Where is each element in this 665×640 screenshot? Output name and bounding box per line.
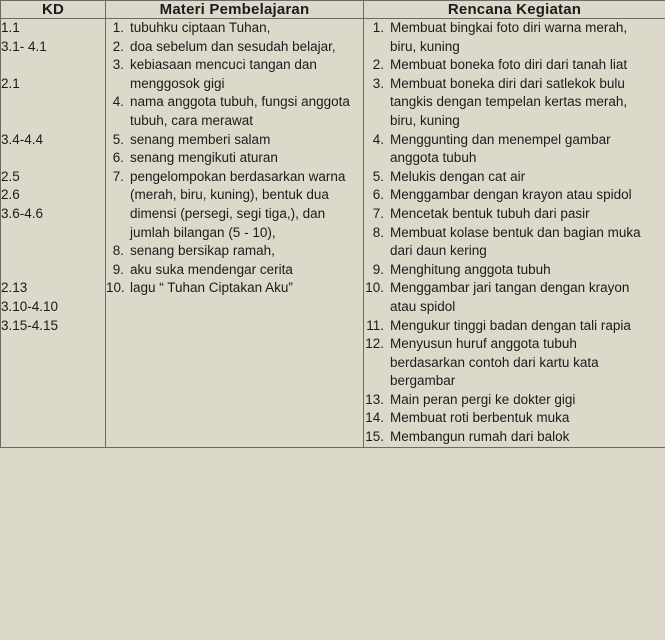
item-text: Menggambar dengan krayon atau spidol [390, 187, 632, 203]
list-item [1, 224, 105, 243]
list-item: 3.15-4.15 [1, 317, 59, 333]
item-text: Membuat roti berbentuk muka [390, 410, 570, 426]
item-text: Menghitung anggota tubuh [390, 261, 551, 277]
item-number: 1. [112, 20, 124, 35]
list-item [364, 168, 665, 187]
item-text: Melukis dengan cat air [390, 168, 526, 184]
item-text: Menggunting dan menempel gambar anggota tubuh [390, 131, 611, 166]
item-text: Menggambar jari tangan dengan krayon atau spidol [390, 280, 630, 314]
list-item: 3.10-4.10 [1, 298, 59, 314]
list-item [364, 131, 665, 168]
item-number: 13. [365, 391, 384, 407]
list-item [1, 242, 105, 261]
column-header-materi: Materi Pembelajaran [106, 1, 364, 19]
list-item: 2.5 [1, 168, 20, 184]
item-text: kebiasaan mencuci tangan dan menggosok gigi [130, 57, 317, 91]
list-item: 2.1 [1, 75, 20, 91]
item-number: 2. [112, 38, 124, 54]
list-item [1, 149, 105, 168]
list-item [106, 261, 363, 280]
item-text: senang bersikap ramah, [130, 243, 275, 259]
item-number: 10. [106, 280, 125, 296]
item-number: 6. [372, 187, 384, 203]
list-item [364, 391, 665, 410]
item-text: aku suka mendengar cerita [130, 261, 293, 277]
list-item: 1.1 [1, 20, 20, 35]
item-text: Membuat boneka diri dari satlekok bulu tangkis dengan tempelan kertas merah, biru, kuning [390, 75, 628, 128]
list-item [364, 279, 665, 316]
list-item [106, 38, 363, 57]
item-text: senang memberi salam [130, 131, 271, 147]
list-item [364, 428, 665, 447]
item-number: 3. [372, 75, 384, 91]
list-item [1, 93, 105, 112]
item-number: 2. [372, 57, 384, 73]
list-item [106, 131, 363, 150]
list-item [364, 56, 665, 75]
item-text: Main peran pergi ke dokter gigi [390, 391, 576, 407]
item-number: 9. [372, 261, 384, 277]
item-number: 3. [112, 57, 124, 73]
item-text: Mengukur tinggi badan dengan tali rapia [390, 317, 631, 333]
item-text: pengelompokan berdasarkan warna (merah, biru, kuning), bentuk dua dimensi (persegi, segi tiga,), dan jumlah bilangan (5 - 10), [130, 168, 346, 240]
column-header-rencana: Rencana Kegiatan [364, 1, 665, 19]
item-number: 11. [366, 317, 384, 333]
item-number: 1. [372, 20, 384, 35]
list-item: 3.1- 4.1 [1, 38, 47, 54]
item-text: Mencetak bentuk tubuh dari pasir [390, 205, 590, 221]
list-item [106, 149, 363, 168]
list-item [364, 19, 665, 56]
item-number: 7. [112, 168, 124, 184]
item-number: 15. [365, 429, 384, 445]
list-item [364, 224, 665, 261]
list-item [1, 261, 105, 280]
list-item [364, 335, 665, 391]
cell-materi [106, 19, 364, 448]
list-item [364, 186, 665, 205]
list-item [106, 19, 363, 38]
item-text: nama anggota tubuh, fungsi anggota tubuh, cara merawat [130, 94, 350, 128]
item-text: doa sebelum dan sesudah belajar, [130, 38, 336, 54]
list-item: 3.4-4.4 [1, 131, 44, 147]
item-number: 9. [112, 261, 124, 277]
cell-rencana [364, 19, 665, 448]
item-text: lagu “ Tuhan Ciptakan Aku” [130, 280, 293, 296]
item-number: 10. [365, 280, 384, 296]
item-text: tubuhku ciptaan Tuhan, [130, 20, 271, 35]
list-item [364, 409, 665, 428]
item-number: 8. [372, 224, 384, 240]
table-body [1, 19, 665, 448]
list-item [364, 75, 665, 131]
item-text: senang mengikuti aturan [130, 150, 278, 166]
list-item [364, 317, 665, 336]
item-number: 5. [112, 131, 124, 147]
kd-list [1, 19, 105, 335]
cell-kd [1, 19, 106, 448]
list-item [106, 93, 363, 130]
item-text: Menyusun huruf anggota tubuh berdasarkan contoh dari kartu kata bergambar [390, 336, 599, 389]
list-item: 2.6 [1, 187, 20, 203]
item-text: Membuat boneka foto diri dari tanah liat [390, 57, 628, 73]
item-text: Membuat kolase bentuk dan bagian muka dari daun kering [390, 224, 641, 259]
table-row [1, 19, 665, 448]
item-number: 12. [365, 336, 384, 352]
item-number: 7. [372, 205, 384, 221]
column-header-kd: KD [1, 1, 106, 19]
list-item: 2.13 [1, 280, 28, 296]
list-item [106, 56, 363, 93]
list-item [1, 56, 105, 75]
item-text: Membangun rumah dari balok [390, 429, 570, 445]
list-item [106, 242, 363, 261]
item-number: 5. [372, 168, 384, 184]
rencana-list [364, 19, 665, 447]
item-number: 4. [372, 131, 384, 147]
list-item [106, 279, 363, 298]
list-item [364, 205, 665, 224]
table-header [1, 1, 665, 19]
item-number: 4. [112, 94, 124, 110]
item-text: Membuat bingkai foto diri warna merah, biru, kuning [390, 20, 628, 54]
item-number: 14. [365, 410, 384, 426]
list-item [106, 168, 363, 242]
item-number: 8. [112, 243, 124, 259]
list-item [364, 261, 665, 280]
table-header-row [1, 1, 665, 19]
materi-list [106, 19, 363, 298]
list-item: 3.6-4.6 [1, 205, 44, 221]
item-number: 6. [112, 150, 124, 166]
list-item [1, 112, 105, 131]
